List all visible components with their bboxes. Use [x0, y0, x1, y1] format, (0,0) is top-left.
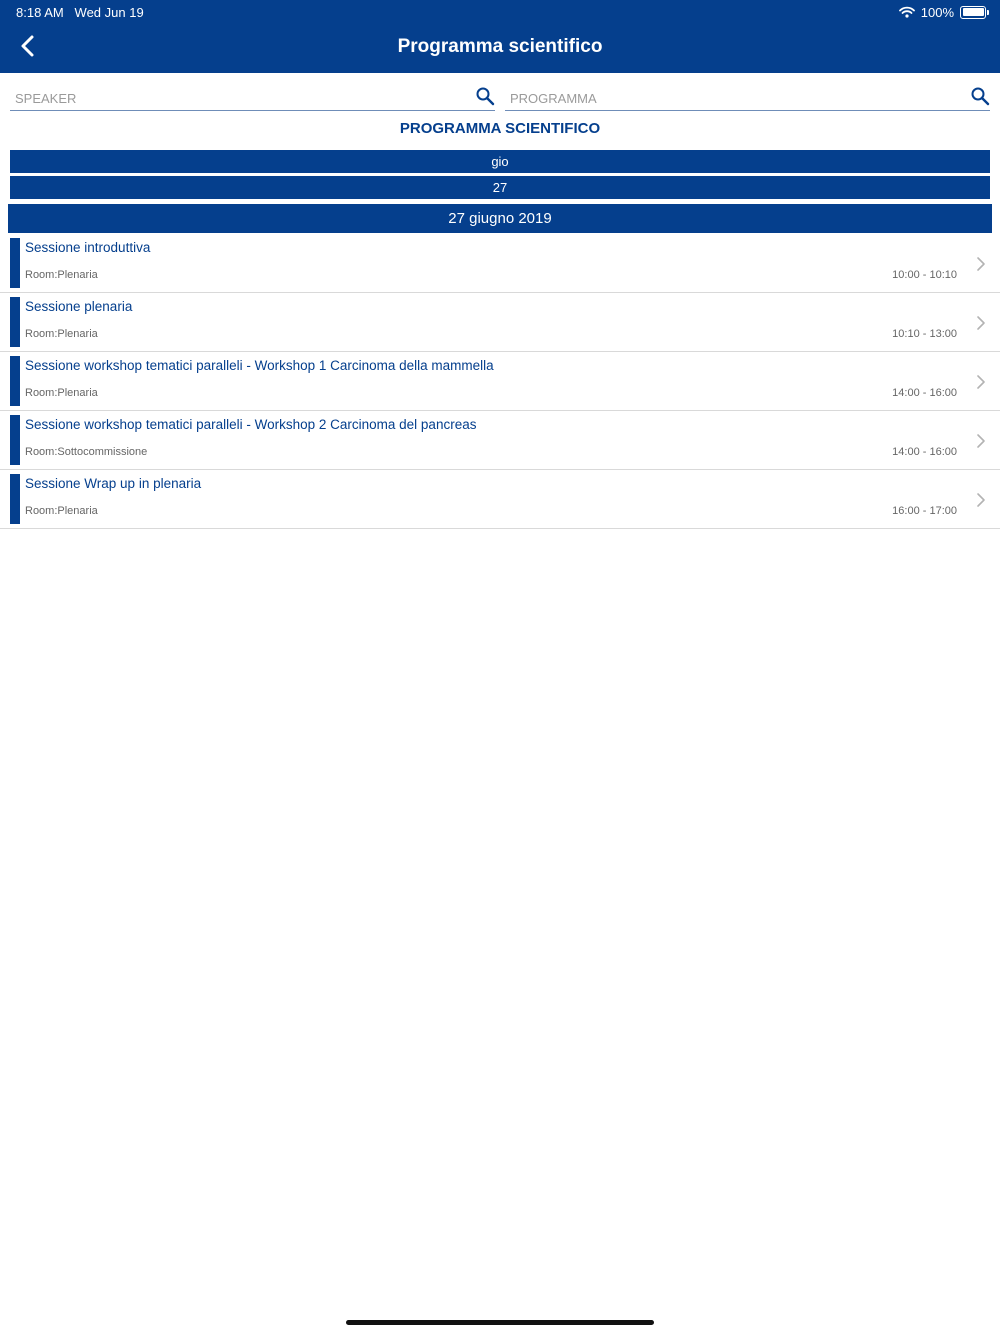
home-indicator[interactable]	[346, 1320, 654, 1325]
session-row[interactable]	[0, 293, 1000, 352]
speaker-search-input[interactable]	[10, 84, 465, 108]
session-row[interactable]	[0, 352, 1000, 411]
chevron-right-icon	[976, 492, 986, 508]
session-title: Sessione plenaria	[25, 299, 133, 314]
session-accent-bar	[10, 415, 20, 465]
day-number-tab[interactable]: 27	[10, 176, 990, 199]
session-row[interactable]	[0, 411, 1000, 470]
session-room: Room:Plenaria	[25, 269, 98, 281]
chevron-right-icon	[976, 315, 986, 331]
status-indicators	[899, 4, 986, 20]
nav-header	[0, 0, 1000, 73]
chevron-right-icon	[976, 433, 986, 449]
speaker-search[interactable]	[10, 84, 495, 111]
session-time: 16:00 - 17:00	[892, 505, 957, 517]
status-date: Wed Jun 19	[74, 5, 144, 20]
session-title: Sessione workshop tematici paralleli - Workshop 1 Carcinoma della mammella	[25, 358, 494, 373]
session-time: 14:00 - 16:00	[892, 446, 957, 458]
session-time: 10:10 - 13:00	[892, 328, 957, 340]
session-accent-bar	[10, 238, 20, 288]
search-icon[interactable]	[475, 86, 495, 106]
chevron-right-icon	[976, 374, 986, 390]
wifi-icon	[899, 6, 915, 18]
session-accent-bar	[10, 297, 20, 347]
date-header: 27 giugno 2019	[8, 204, 992, 233]
section-title: PROGRAMMA SCIENTIFICO	[399, 120, 601, 137]
session-title: Sessione Wrap up in plenaria	[25, 476, 202, 491]
session-accent-bar	[10, 474, 20, 524]
search-icon[interactable]	[970, 86, 990, 106]
battery-icon	[960, 6, 986, 19]
chevron-right-icon	[976, 256, 986, 272]
session-time: 14:00 - 16:00	[892, 387, 957, 399]
status-clock: 8:18 AM	[16, 5, 64, 20]
session-room: Room:Sottocommissione	[25, 446, 148, 458]
program-search-input[interactable]	[505, 84, 960, 108]
battery-percent: 100%	[920, 4, 954, 20]
session-accent-bar	[10, 356, 20, 406]
day-weekday-tab[interactable]: gio	[10, 150, 990, 173]
status-time	[16, 5, 144, 20]
session-title: Sessione workshop tematici paralleli - Workshop 2 Carcinoma del pancreas	[25, 417, 477, 432]
session-row[interactable]	[0, 470, 1000, 529]
session-title: Sessione introduttiva	[25, 240, 151, 255]
session-time: 10:00 - 10:10	[892, 269, 957, 281]
page-title: Programma scientifico	[397, 36, 603, 57]
session-room: Room:Plenaria	[25, 505, 98, 517]
session-row[interactable]	[0, 234, 1000, 293]
program-search[interactable]	[505, 84, 990, 111]
session-room: Room:Plenaria	[25, 328, 98, 340]
session-room: Room:Plenaria	[25, 387, 98, 399]
